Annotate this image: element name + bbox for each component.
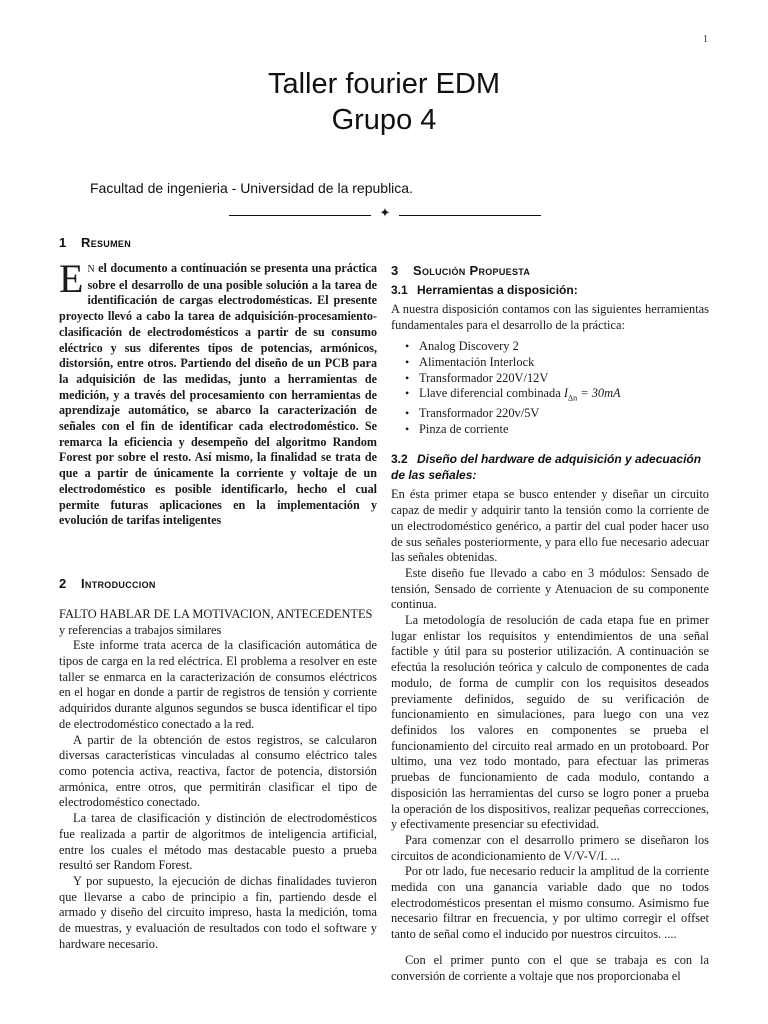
formula-base: I (563, 386, 568, 401)
abstract-text (59, 256, 378, 529)
tools-list (391, 339, 709, 437)
title-line-1: Taller fourier EDM (267, 68, 501, 100)
subsection-title: Herramientas a disposición: (417, 283, 578, 297)
list-item: • Transformador 220v/5V (419, 406, 709, 422)
section-number: 2 (59, 575, 67, 591)
intro-paragraph-5: Y por supuesto, la ejecución de dichas finalidades tuvieron que llevarse a cabo de principio a fin, partiendo desde el armado y diseño del circuito impreso, hasta la medición, toma de muestras, y evaluación de resultados con todo el software y hardware necesario. (59, 873, 377, 951)
list-item-text: Llave diferencial combinada (419, 386, 561, 401)
subsection-title: Diseño del hardware de adquisición y adecuación de las señales: (391, 452, 702, 483)
intro-paragraph-3: A partir de la obtención de estos registros, se calcularon diversas características vinculadas al consumo eléctrico tales como potencia activa, reactiva, factor de potencia, distorsión armónica, entre otros, que permitirán clasificar el tipo de electrodoméstico conectado. (59, 732, 377, 810)
section-title: Introduccion (81, 575, 156, 591)
title-divider (229, 207, 541, 223)
design-paragraph-1: En ésta primer etapa se busco entender y diseñar un circuito capaz de medir y adquirir tanto la tensión como la corriente de un electrodoméstico genérico, a partir del cual poder hacer uso de sus señales posteriormente, y para ello fue necesario adecuar las señales obtenidas. (391, 487, 709, 565)
drop-cap-rest: N (87, 264, 95, 275)
tools-intro: A nuestra disposición contamos con las siguientes herramientas fundamentales para el desarrollo de la práctica: (391, 302, 709, 332)
list-item: • Pinza de corriente (419, 422, 709, 438)
drop-cap: E (59, 256, 84, 301)
formula-sub: Δn (567, 393, 578, 403)
section-title: Solución Propuesta (413, 263, 531, 278)
design-paragraph-2: Este diseño fue llevado a cabo en 3 módulos: Sensado de tensión, Sensado de corriente y Atenuacion de su componente continua. (391, 565, 709, 612)
design-paragraph-4: Para comenzar con el desarrollo primero se diseñaron los circuitos de acondicionamiento de V/V-V/I. ... (391, 832, 709, 863)
section-title: Resumen (81, 235, 131, 250)
list-item (419, 386, 709, 406)
intro-paragraph-1: FALTO HABLAR DE LA MOTIVACION, ANTECEDENTES y referencias a trabajos similares (59, 606, 373, 637)
subsection-number: 3.2 (391, 452, 408, 467)
list-item: • Analog Discovery 2 (419, 339, 709, 355)
section-heading-resumen (59, 234, 377, 252)
section-number: 1 (59, 235, 67, 250)
section-heading-solucion (391, 262, 709, 280)
formula-rest: = 30mA (577, 386, 621, 401)
divider-rule-left (229, 215, 371, 216)
abstract-body: el documento a continuación se presenta una práctica sobre el desarrollo de una posible solución a la tarea de identificación de cargas electrodomésticas. El presente proyecto llevó a cabo la tarea de adquisición-procesamiento-clasificación de electrodomésticos a partir de su consumo eléctrico y sus diferentes tipos de potencias, armónicos, distorsión, entre otros. Partiendo del diseño de un PCB para la adquisición de las medidas, junto a herramientas de medición, y a través del procesamiento con herramientas de aprendizaje automático, se abarco la caracterización de señales con el fin de identificar cada electrodoméstico. Se remarca la eficiencia y desempeño del algoritmo Random Forest por sobre el resto. Así mismo, la finalidad se trata de que a partir de únicamente la corriente y voltaje de un electrodoméstico es posible identificarlo, hecho el cual permite futuras aplicaciones en la implementación y evolución de tarifas inteligentes (59, 261, 378, 528)
divider-rule-right (399, 215, 541, 216)
subsection-heading-herramientas (391, 282, 709, 298)
design-paragraph-3: La metodología de resolución de cada etapa fue en primer lugar enlistar los requisitos y entendimientos de una señal factible y útil para su posterior utilización. A continuación se efectúa la resolución teórica y calculo de componentes de cada modulo, de forma de cumplir con los requisitos deseados previamente definidos, seguido de su verificación de funcionamiento en simulaciones, para luego con una vez definidos los valores en componentes se prueba el funcionamiento del circuito real armado en un protoboard. Por ultimo, una vez todo montado, para efectuar las primeras pruebas de funcionamiento de cada modulo, contando a disposición las herramientas del curso se logro poner a prueba la operación de los dispositivos, realizar pequeñas correcciones, y efectivamente presenciar su efectividad. (391, 613, 709, 832)
intro-paragraph-2: Este informe trata acerca de la clasificación automática de tipos de carga en la red eléctrica. El problema a resolver en este taller se enmarca en la caracterización de consumos eléctricos en el hogar en donde a partir de registros de tensión y corriente adquiridos durante algunos segundos se busca identificar el tipo de electrodoméstico conectado a la red. (59, 638, 377, 731)
design-paragraph-5: Por otr lado, fue necesario reducir la amplitud de la corriente medida con una ganancia variable dado que no todos electrodomésticos presentan el mismo consumo. Asimismo fue necesario filtrar en frecuencia, y por ultimo corregir el offset tanto de señal como el inducido por nuestros circuitos. .... (391, 864, 709, 942)
intro-paragraph-4: La tarea de clasificación y distinción de electrodomésticos fue realizada a partir de algoritmos de inteligencia artificial, entre los cuales el método mas destacable puesto a prueba resultó ser Random Forest. (59, 811, 377, 873)
left-column (59, 234, 377, 952)
title-line-2: Grupo 4 (331, 104, 437, 136)
list-item: • Transformador 220V/12V (419, 371, 709, 387)
title-block (0, 66, 768, 138)
section-number: 3 (391, 263, 399, 278)
formula (563, 386, 621, 403)
diamond-ornament-icon: ✦ (379, 206, 391, 221)
page-number: 1 (703, 34, 708, 45)
design-paragraph-6: Con el primer punto con el que se trabaja es con la conversión de corriente a voltaje que nos proporcionaba el (391, 952, 709, 983)
subsection-number: 3.1 (391, 283, 408, 297)
section-heading-introduccion (59, 575, 377, 593)
subsection-heading-diseno (391, 451, 709, 483)
right-column (391, 262, 709, 984)
affiliation: Facultad de ingenieria - Universidad de la republica. (90, 180, 413, 196)
list-item: • Alimentación Interlock (419, 355, 709, 371)
